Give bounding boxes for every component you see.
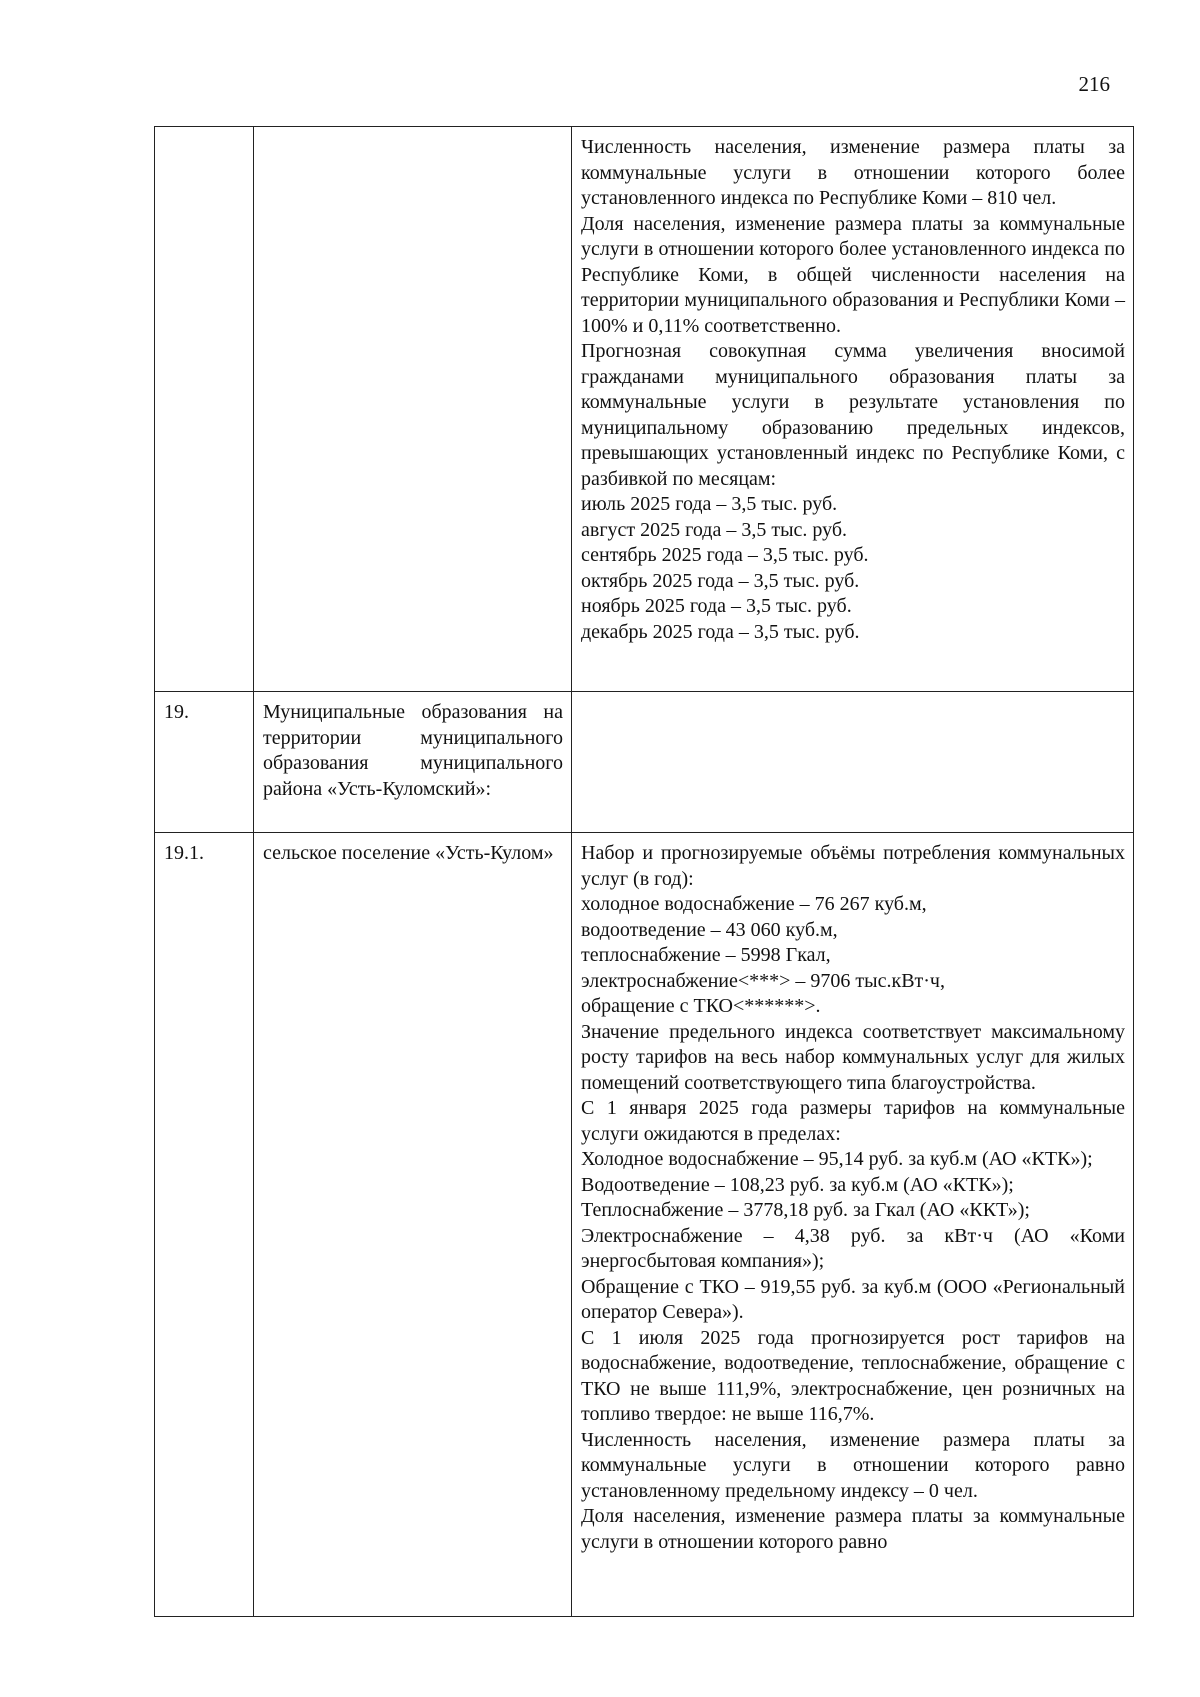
row-number-cell (155, 127, 254, 692)
tariff-item: Теплоснабжение – 3778,18 руб. за Гкал (АО «ККТ»); (581, 1199, 1030, 1221)
details-paragraph: Доля населения, изменение размера платы за коммунальные услуги в отношении которого более установленного индекса по Республике Коми, в общей численности населения на территории муниципального образования и Республики Коми – 100% и 0,11% соответственно. (581, 212, 1125, 337)
details-cell (572, 833, 1134, 1617)
monthly-amount: октябрь 2025 года – 3,5 тыс. руб. (581, 569, 860, 592)
monthly-amount: ноябрь 2025 года – 3,5 тыс. руб. (581, 595, 852, 617)
consumption-item: теплоснабжение – 5998 Гкал, (581, 944, 831, 966)
details-paragraph: Численность населения, изменение размера платы за коммунальные услуги в отношении которого более установленного индекса по Республике Коми – 810 чел. (581, 136, 1125, 209)
tariff-item: Холодное водоснабжение – 95,14 руб. за куб.м (АО «КТК»); (581, 1148, 1093, 1170)
details-paragraph: Прогнозная совокупная сумма увеличения вносимой гражданами муниципального образования платы за коммунальные услуги в результате установления по муниципальному образованию предельных индексов, превышающих установленный индекс по Республике Коми, с разбивкой по месяцам: (581, 340, 1125, 490)
tariff-item: Водоотведение – 108,23 руб. за куб.м (АО «КТК»); (581, 1173, 1014, 1196)
municipality-name: сельское поселение «Усть-Кулом» (263, 842, 554, 864)
consumption-item: водоотведение – 43 060 куб.м, (581, 918, 838, 941)
details-paragraph: Численность населения, изменение размера платы за коммунальные услуги в отношении которого равно установленному предельному индексу – 0 чел. (581, 1428, 1125, 1502)
details-paragraph: Набор и прогнозируемые объёмы потребления коммунальных услуг (в год): (581, 842, 1125, 890)
consumption-item: электроснабжение<***> – 9706 тыс.кВт·ч, (581, 969, 945, 992)
consumption-item: холодное водоснабжение – 76 267 куб.м, (581, 893, 927, 915)
monthly-amount: сентябрь 2025 года – 3,5 тыс. руб. (581, 544, 869, 566)
details-paragraph: Доля населения, изменение размера платы за коммунальные услуги в отношении которого равно (581, 1505, 1125, 1553)
page-number: 216 (1078, 72, 1110, 96)
row-number-cell: 19. (155, 692, 254, 833)
details-paragraph: С 1 января 2025 года размеры тарифов на коммунальные услуги ожидаются в пределах: (581, 1097, 1125, 1145)
table-row (155, 692, 1134, 833)
row-number-cell: 19.1. (155, 833, 254, 1617)
details-paragraph: Значение предельного индекса соответствует максимальному росту тарифов на весь набор коммунальных услуг для жилых помещений соответствующего типа благоустройства. (581, 1020, 1125, 1094)
details-cell (572, 692, 1134, 833)
table-row (155, 833, 1134, 1617)
municipality-cell (254, 127, 572, 692)
tariff-item: Электроснабжение – 4,38 руб. за кВт·ч (АО «Коми энергосбытовая компания»); (581, 1224, 1125, 1272)
tariff-table (154, 126, 1134, 1617)
monthly-amount: август 2025 года – 3,5 тыс. руб. (581, 518, 848, 541)
municipality-cell (254, 692, 572, 833)
consumption-item: обращение с ТКО<******>. (581, 995, 821, 1017)
municipality-name: Муниципальные образования на территории муниципального образования муниципального района «Усть-Куломский»: (263, 701, 563, 800)
table-row (155, 127, 1134, 692)
municipality-cell (254, 833, 572, 1617)
details-cell (572, 127, 1134, 692)
details-paragraph: С 1 июля 2025 года прогнозируется рост тарифов на водоснабжение, водоотведение, теплоснабжение, обращение с ТКО не выше 111,9%, электроснабжение, цен розничных на топливо твердое: не выше 116,7%. (581, 1326, 1125, 1425)
tariff-item: Обращение с ТКО – 919,55 руб. за куб.м (ООО «Региональный оператор Севера»). (581, 1275, 1125, 1323)
monthly-amount: декабрь 2025 года – 3,5 тыс. руб. (581, 620, 860, 643)
monthly-amount: июль 2025 года – 3,5 тыс. руб. (581, 493, 838, 515)
